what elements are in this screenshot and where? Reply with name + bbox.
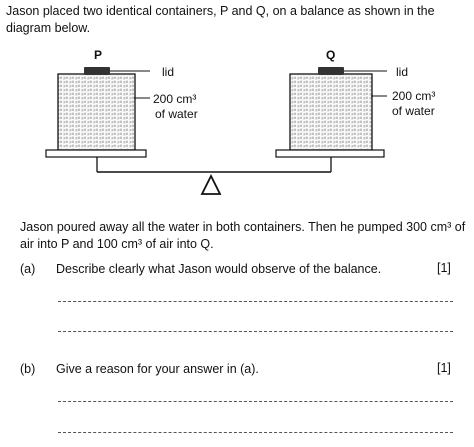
platform-p bbox=[46, 150, 146, 157]
answer-line-b-1[interactable] bbox=[58, 401, 453, 402]
question-a-marks: [1] bbox=[437, 261, 451, 275]
question-b-label: (b) bbox=[20, 362, 36, 376]
container-q bbox=[290, 74, 372, 150]
answer-line-a-1[interactable] bbox=[58, 301, 453, 302]
question-a-label: (a) bbox=[20, 262, 36, 276]
lid-label-p: lid bbox=[162, 65, 175, 79]
container-p bbox=[58, 74, 135, 150]
volume-label-q: 200 cm³ bbox=[392, 89, 436, 103]
question-a-text: Describe clearly what Jason would observe of the balance. bbox=[56, 262, 382, 276]
label-q: Q bbox=[326, 48, 336, 62]
lid-q bbox=[318, 67, 344, 75]
answer-line-b-2[interactable] bbox=[58, 432, 453, 433]
lid-label-q: lid bbox=[396, 65, 409, 79]
paragraph-line-2: air into P and 100 cm³ of air into Q. bbox=[20, 237, 214, 251]
platform-q bbox=[276, 150, 384, 157]
paragraph-line-1: Jason poured away all the water in both containers. Then he pumped 300 cm³ of bbox=[20, 220, 466, 234]
answer-line-a-2[interactable] bbox=[58, 331, 453, 332]
question-b-marks: [1] bbox=[437, 361, 451, 375]
intro-line-2: diagram below. bbox=[6, 21, 91, 35]
label-p: P bbox=[94, 48, 103, 62]
water-label-q: of water bbox=[392, 104, 435, 118]
question-b-text: Give a reason for your answer in (a). bbox=[56, 362, 259, 376]
volume-label-p: 200 cm³ bbox=[153, 92, 197, 106]
water-label-p: of water bbox=[155, 107, 198, 121]
intro-line-1: Jason placed two identical containers, P and Q, on a balance as shown in the bbox=[6, 4, 435, 18]
lid-p bbox=[84, 67, 110, 75]
fulcrum bbox=[202, 176, 220, 194]
